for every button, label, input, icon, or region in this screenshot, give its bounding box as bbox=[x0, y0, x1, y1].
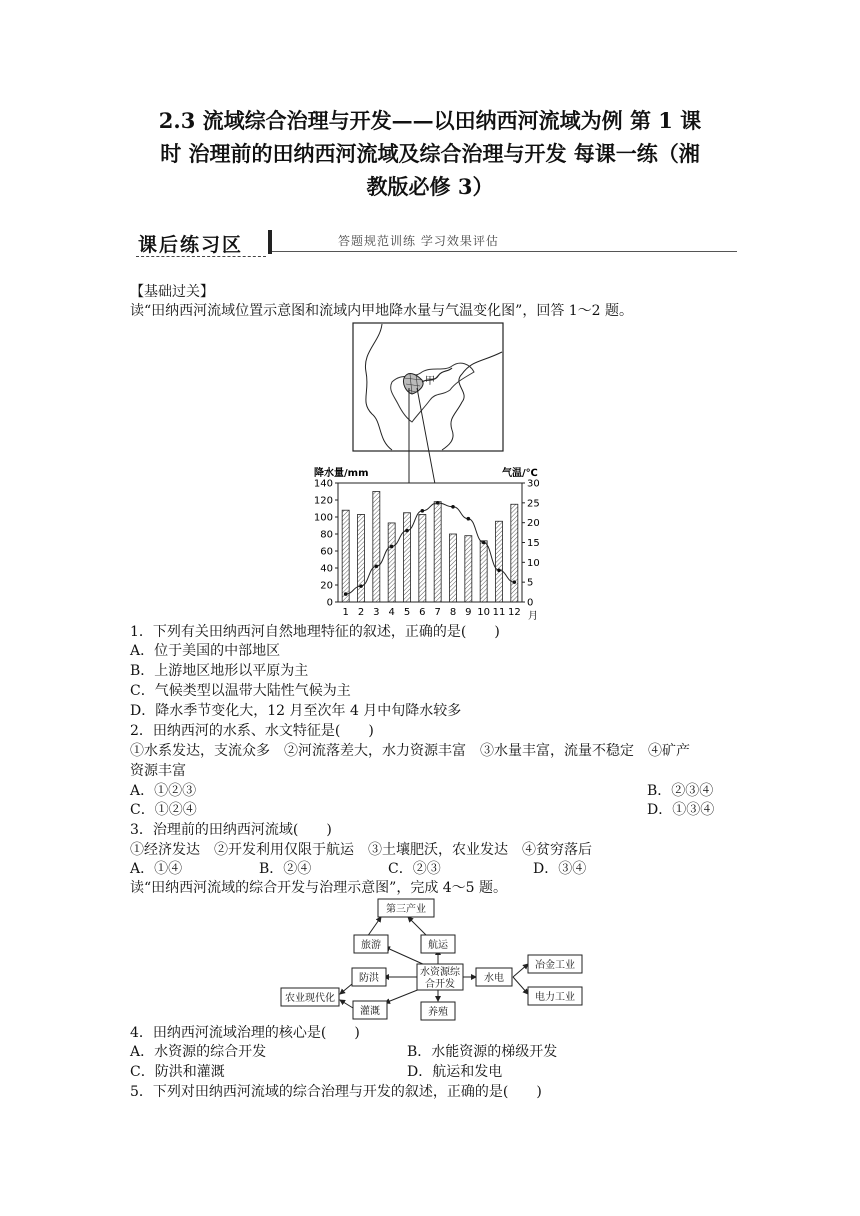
q1-option-a[interactable]: A．位于美国的中部地区 bbox=[130, 643, 281, 659]
q2-option-a[interactable]: A．①②③ bbox=[130, 783, 197, 799]
y2-tick-label: 5 bbox=[527, 577, 534, 589]
q3-stem: 3．治理前的田纳西河流域( ) bbox=[130, 822, 332, 838]
arrow-flood-to-agri bbox=[340, 984, 352, 994]
q3-option-a[interactable]: A．①④ bbox=[130, 861, 183, 877]
precip-bar bbox=[404, 513, 411, 602]
banner-rule bbox=[272, 251, 737, 252]
x-tick-label: 2 bbox=[357, 607, 365, 618]
banner-dash-line bbox=[136, 256, 266, 257]
q1-stem: 1．下列有关田纳西河自然地理特征的叙述，正确的是( ) bbox=[130, 624, 500, 640]
temperature-point bbox=[344, 592, 348, 596]
q4-option-a[interactable]: A．水资源的综合开发 bbox=[130, 1044, 267, 1060]
precip-bar bbox=[465, 536, 472, 602]
temperature-point bbox=[405, 529, 409, 533]
arrow-to-tourism bbox=[385, 947, 425, 965]
x-tick-label: 6 bbox=[419, 607, 426, 618]
label-farming: 养殖 bbox=[428, 1007, 448, 1018]
q2-items-line-1: ①水系发达，支流众多 ②河流落差大，水力资源丰富 ③水量丰富，流量不稳定 ④矿产 bbox=[130, 743, 690, 759]
q1-option-d[interactable]: D．降水季节变化大，12 月至次年 4 月中旬降水较多 bbox=[130, 703, 462, 719]
arrow-shipping-to-tertiary bbox=[408, 917, 426, 935]
y2-tick-label: 10 bbox=[527, 557, 540, 569]
chart-y2label: 气温/℃ bbox=[502, 468, 538, 479]
q3-option-b[interactable]: B．②④ bbox=[259, 861, 312, 877]
y-tick-label: 80 bbox=[320, 529, 333, 541]
label-tertiary: 第三产业 bbox=[386, 904, 426, 915]
y-tick-label: 140 bbox=[313, 478, 333, 490]
label-power: 电力工业 bbox=[535, 992, 575, 1003]
label-flood: 防洪 bbox=[359, 973, 379, 984]
temperature-point bbox=[497, 568, 501, 572]
y2-tick-label: 0 bbox=[527, 597, 534, 609]
label-center-2: 合开发 bbox=[425, 979, 455, 990]
y2-tick-label: 25 bbox=[527, 498, 540, 510]
label-shipping: 航运 bbox=[428, 940, 448, 951]
map-marker: 甲 bbox=[425, 376, 435, 387]
y-tick-label: 20 bbox=[320, 580, 333, 592]
q3-items: ①经济发达 ②开发利用仅限于航运 ③土壤肥沃，农业发达 ④贫穷落后 bbox=[130, 842, 592, 858]
x-tick-label: 7 bbox=[434, 607, 441, 618]
label-hydro: 水电 bbox=[484, 973, 504, 984]
temperature-point bbox=[513, 580, 517, 584]
y-tick-label: 40 bbox=[320, 563, 333, 575]
temperature-point bbox=[482, 541, 486, 545]
intro-2: 读“田纳西河流域的综合开发与治理示意图”，完成 4～5 题。 bbox=[130, 880, 508, 896]
label-agri: 农业现代化 bbox=[285, 993, 335, 1004]
arrow-irrigation-to-agri bbox=[340, 1000, 353, 1008]
q3-option-c[interactable]: C．②③ bbox=[388, 861, 441, 877]
label-center-1: 水资源综 bbox=[420, 967, 460, 978]
q2-option-b[interactable]: B．②③④ bbox=[647, 783, 714, 799]
temperature-point bbox=[390, 545, 394, 549]
chart-plot-area bbox=[338, 483, 522, 602]
climate-chart bbox=[312, 466, 550, 622]
q2-stem: 2．田纳西河的水系、水文特征是( ) bbox=[130, 723, 374, 739]
q1-option-b[interactable]: B．上游地区地形以平原为主 bbox=[130, 663, 309, 679]
q2-items-line-2: 资源丰富 bbox=[130, 763, 186, 779]
precip-bar bbox=[450, 534, 457, 602]
label-irrigation: 灌溉 bbox=[360, 1006, 380, 1017]
temperature-point bbox=[421, 509, 425, 513]
x-tick-label: 9 bbox=[465, 607, 472, 618]
banner-subtitle: 答题规范训练 学习效果评估 bbox=[338, 234, 499, 248]
x-tick-label: 5 bbox=[403, 607, 411, 618]
chart-ylabel: 降水量/mm bbox=[314, 468, 369, 479]
banner-label: 课后练习区 bbox=[138, 234, 244, 256]
y2-tick-label: 20 bbox=[527, 518, 540, 530]
development-diagram bbox=[280, 897, 586, 1027]
temperature-point bbox=[451, 505, 455, 509]
temperature-point bbox=[375, 565, 379, 569]
temperature-point bbox=[467, 517, 471, 521]
page-title bbox=[118, 104, 742, 203]
x-tick-label: 1 bbox=[342, 607, 349, 618]
x-tick-label: 4 bbox=[388, 607, 395, 618]
precip-bar bbox=[511, 504, 518, 602]
chart-xunit: 月 bbox=[528, 611, 538, 622]
title-line-1: 2.3 流域综合治理与开发——以田纳西河流域为例 第 1 课 bbox=[158, 108, 702, 133]
y-tick-label: 100 bbox=[313, 512, 333, 524]
arrow-to-metal bbox=[513, 964, 528, 977]
precip-bar bbox=[419, 514, 426, 602]
arrow-to-power bbox=[513, 977, 528, 994]
temperature-point bbox=[359, 584, 363, 588]
q1-option-c[interactable]: C．气候类型以温带大陆性气候为主 bbox=[130, 683, 351, 699]
x-tick-label: 3 bbox=[373, 607, 380, 618]
section-heading: 【基础过关】 bbox=[130, 284, 214, 300]
precip-bar bbox=[496, 521, 503, 602]
title-line-3: 教版必修 3） bbox=[366, 174, 494, 199]
precip-bar bbox=[388, 523, 395, 602]
precip-bar bbox=[342, 510, 349, 602]
x-tick-label: 8 bbox=[449, 607, 457, 618]
q4-stem: 4．田纳西河流域治理的核心是( ) bbox=[130, 1025, 360, 1041]
precip-bar bbox=[434, 502, 441, 602]
arrow-tourism-to-tertiary bbox=[367, 917, 381, 937]
y-tick-label: 120 bbox=[313, 495, 333, 507]
temperature-point bbox=[436, 501, 440, 505]
y2-tick-label: 30 bbox=[527, 478, 540, 490]
q4-option-b[interactable]: B．水能资源的梯级开发 bbox=[407, 1044, 558, 1060]
label-metal: 冶金工业 bbox=[535, 960, 575, 971]
q5-stem: 5．下列对田纳西河流域的综合治理与开发的叙述，正确的是( ) bbox=[130, 1084, 542, 1100]
intro-1: 读“田纳西河流域位置示意图和流域内甲地降水量与气温变化图”，回答 1～2 题。 bbox=[130, 303, 634, 319]
precip-bar bbox=[358, 514, 365, 602]
y-tick-label: 60 bbox=[320, 546, 333, 558]
q3-option-d[interactable]: D．③④ bbox=[533, 861, 587, 877]
x-tick-label: 11 bbox=[492, 607, 506, 618]
precip-bar bbox=[480, 541, 487, 602]
y-tick-label: 0 bbox=[326, 597, 333, 609]
precip-bar bbox=[373, 492, 380, 603]
x-tick-label: 10 bbox=[477, 607, 491, 618]
q2-option-c[interactable]: C．①②④ bbox=[130, 802, 197, 818]
q2-option-d[interactable]: D．①③④ bbox=[647, 802, 715, 818]
q4-option-d[interactable]: D．航运和发电 bbox=[407, 1064, 503, 1080]
q4-option-c[interactable]: C．防洪和灌溉 bbox=[130, 1064, 225, 1080]
title-line-2: 时 治理前的田纳西河流域及综合治理与开发 每课一练（湘 bbox=[160, 141, 700, 166]
section-banner bbox=[133, 230, 737, 260]
label-tourism: 旅游 bbox=[361, 940, 381, 951]
x-tick-label: 12 bbox=[507, 607, 521, 618]
y2-tick-label: 15 bbox=[527, 538, 540, 549]
